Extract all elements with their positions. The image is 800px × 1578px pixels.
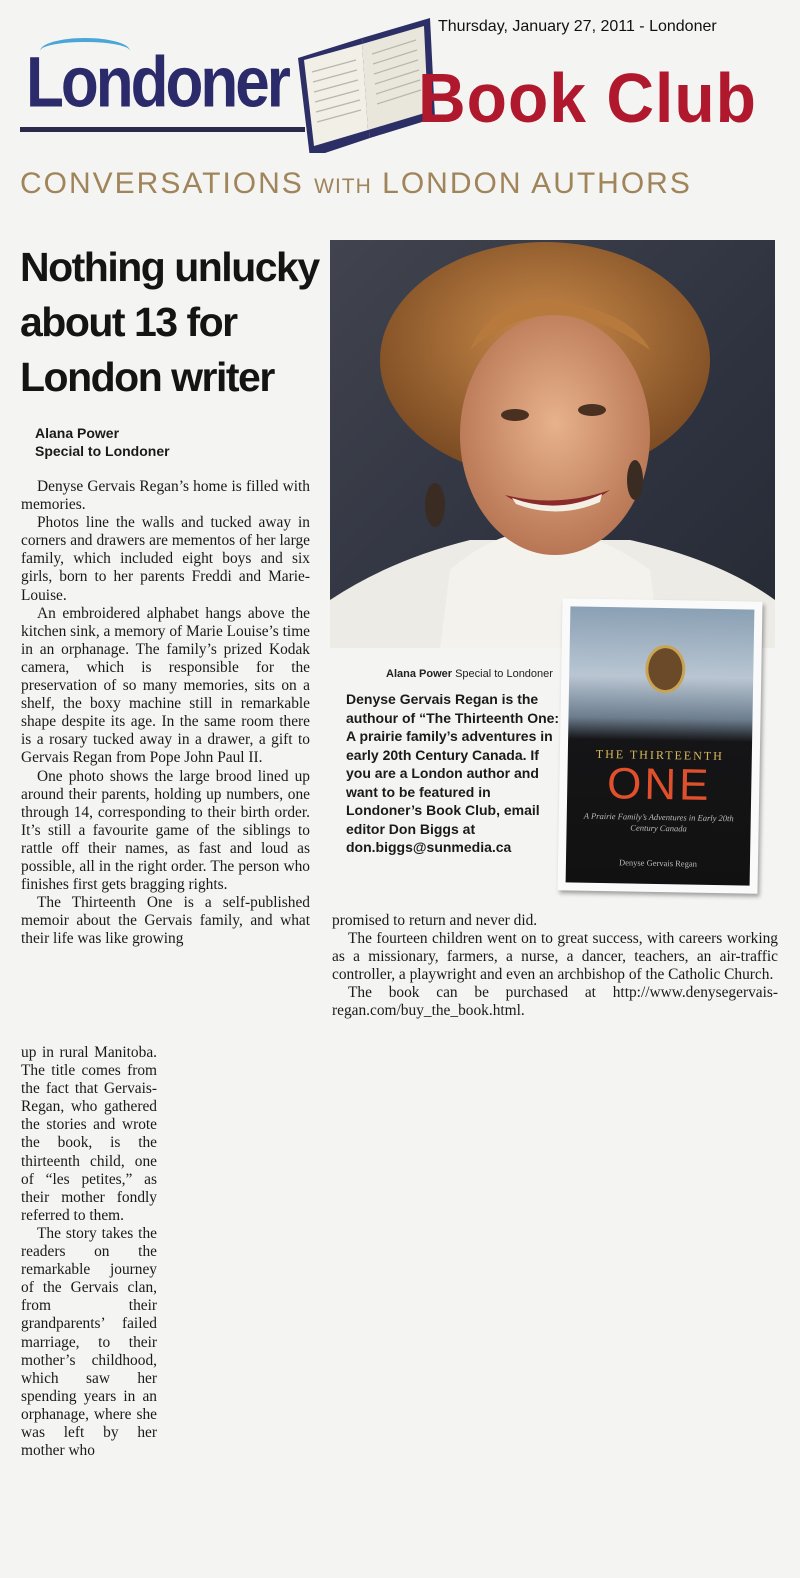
author-portrait-image bbox=[330, 240, 775, 648]
article-column-1 bbox=[21, 478, 310, 948]
article-column-2 bbox=[332, 912, 778, 1021]
subhead-london-authors: LONDON AUTHORS bbox=[382, 167, 692, 200]
photo-credit-role: Special to Londoner bbox=[455, 668, 553, 680]
cover-title-small: THE THIRTEENTH bbox=[595, 746, 724, 764]
logo-rule bbox=[20, 127, 305, 132]
photo-credit bbox=[386, 668, 553, 680]
byline-role: Special to Londoner bbox=[35, 443, 170, 459]
cover-title-big: ONE bbox=[606, 759, 712, 810]
photo-caption: Denyse Gervais Regan is the authour of “The Thirteenth One: A prairie family’s adventures in early 20th Century Canada. If you are a London author and want to be featured in Londoner’s Book Club, email editor Don Biggs at don.biggs@sunmedia.ca bbox=[346, 691, 560, 855]
article-headline bbox=[20, 240, 320, 405]
cover-portrait-icon bbox=[645, 645, 686, 694]
headline-line: about 13 for bbox=[20, 299, 237, 345]
headline-line: Nothing unlucky bbox=[20, 244, 319, 290]
article-column-1-narrow bbox=[21, 1044, 157, 1460]
byline-name: Alana Power bbox=[35, 425, 120, 441]
section-subhead bbox=[20, 167, 780, 201]
cover-author: Denyse Gervais Regan bbox=[618, 857, 697, 869]
paragraph: An embroidered alphabet hangs above the kitchen sink, a memory of Marie Louise’s time in an orphanage. The family’s prized Kodak camera, which is responsible for the preservation of so many memories, sits on a shelf, the boxy machine still in remarkable shape despite its age. In the same room there is a rosary tucked away in a drawer, a gift to Gervais Regan from Pope John Paul II. bbox=[21, 604, 310, 767]
paragraph: promised to return and never did. bbox=[332, 912, 538, 929]
subhead-with: WITH bbox=[314, 175, 372, 198]
paragraph: The book can be purchased at http://www.denysegervais-regan.com/buy_the_book.html. bbox=[332, 984, 778, 1020]
paragraph: One photo shows the large brood lined up around their parents, holding up numbers, one through 14, corresponding to their birth order. It’s still a favourite game of the siblings to rattle off their names, as fast and loud as possible, all in the right order. The person who finishes first gets bragging rights. bbox=[21, 767, 310, 894]
author-photo bbox=[330, 240, 775, 648]
paragraph: The story takes the readers on the remarkable journey of the Gervais clan, from their grandparents’ failed marriage, to their mother’s childhood, which saw her spending years in an orphanage, where she was left by her mother who bbox=[21, 1224, 157, 1460]
cover-subtitle: A Prairie Family’s Adventures in Early 20th Century Canada bbox=[583, 810, 734, 834]
paragraph: up in rural Manitoba. The title comes from the fact that Gervais-Regan, who gathered the stories and wrote the book, is the thirteenth child, one of “les petites,” as their mother fondly referred to them. bbox=[21, 1044, 157, 1224]
paragraph: Photos line the walls and tucked away in corners and drawers are mementos of her large family, which included eight boys and six girls, born to her parents Freddi and Marie-Louise. bbox=[21, 514, 310, 604]
book-club-title: Book Club bbox=[418, 59, 757, 137]
paragraph: The Thirteenth One is a self-published memoir about the Gervais family, and what their life was like growing bbox=[21, 894, 310, 948]
photo-credit-name: Alana Power bbox=[386, 668, 453, 680]
paragraph: The fourteen children went on to great success, with careers working as a missionary, farmers, a nurse, a dancer, teachers, an air-traffic controller, a playwright and even an archbishop of the Catholic Church. bbox=[332, 930, 778, 984]
londoner-logo: Londoner bbox=[26, 43, 288, 123]
book-cover-art bbox=[566, 606, 755, 885]
dateline: Thursday, January 27, 2011 - Londoner bbox=[438, 18, 717, 35]
subhead-conversations: CONVERSATIONS bbox=[20, 167, 304, 200]
byline bbox=[35, 424, 170, 460]
paragraph: Denyse Gervais Regan’s home is filled with memories. bbox=[21, 478, 310, 514]
book-cover bbox=[557, 598, 762, 893]
headline-line: London writer bbox=[20, 354, 274, 400]
